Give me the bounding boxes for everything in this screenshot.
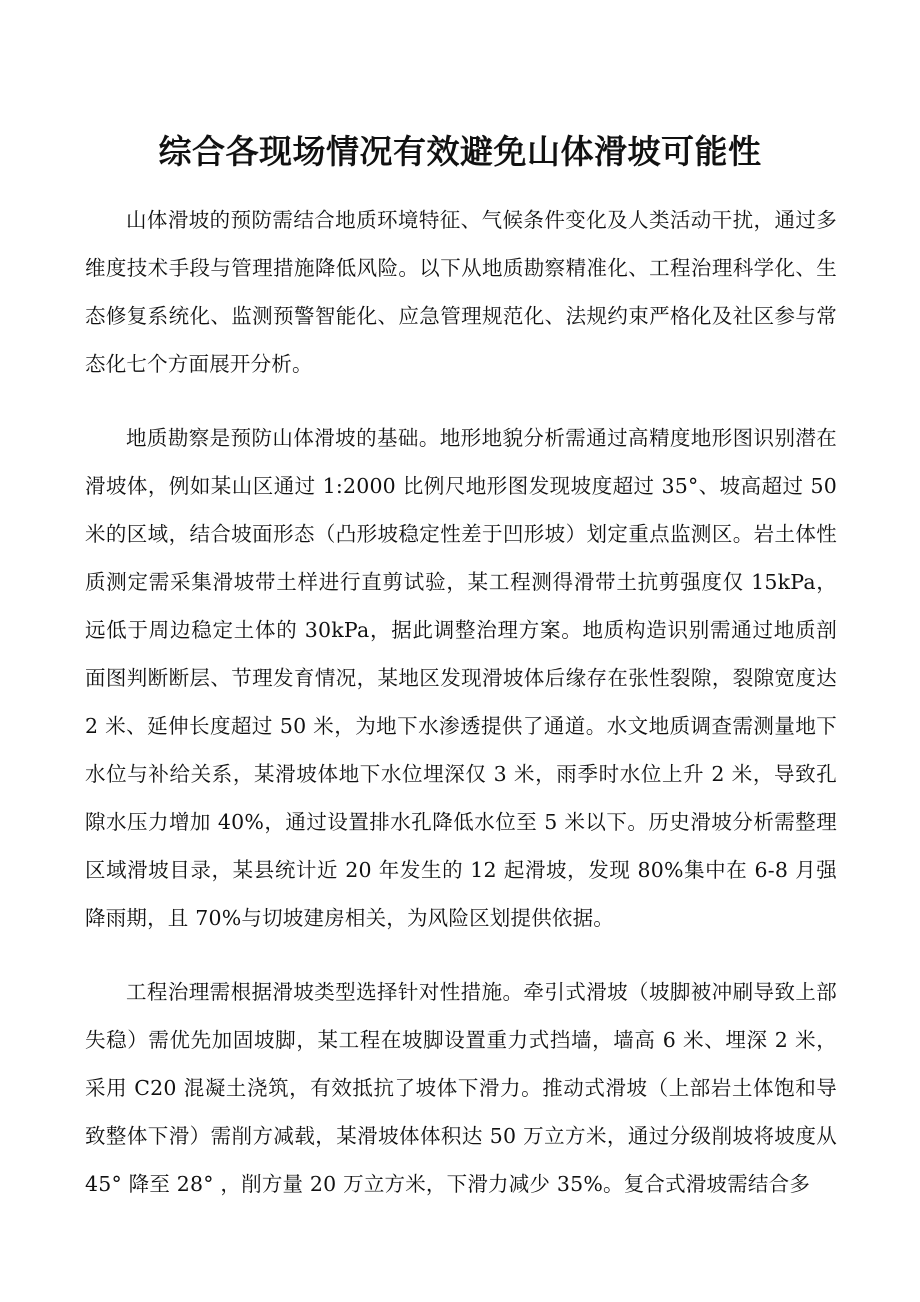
document-title: 综合各现场情况有效避免山体滑坡可能性 [158,132,762,171]
paragraph-intro: 山体滑坡的预防需结合地质环境特征、气候条件变化及人类活动干扰，通过多维度技术手段与管理措施降低风险。以下从地质勘察精准化、工程治理科学化、生态修复系统化、监测预警智能化、应急管理规范化、法规约束严格化及社区参与常态化七个方面展开分析。 [85,208,837,376]
paragraph-engineering-treatment: 工程治理需根据滑坡类型选择针对性措施。牵引式滑坡（坡脚被冲刷导致上部失稳）需优先加固坡脚，某工程在坡脚设置重力式挡墙，墙高 6 米、埋深 2 米，采用 C20 混凝土浇筑，有效抵抗了坡体下滑力。推动式滑坡（上部岩土体饱和导致整体下滑）需削方减载，某滑坡体体积达 50 万立方米，通过分级削坡将坡度从 45° 降至 28° ，削方量 20 万立方米，下滑力减少 35%。复合式滑坡需结合多 [85,980,837,1196]
document-body [85,196,837,1234]
paragraph-geological-survey: 地质勘察是预防山体滑坡的基础。地形地貌分析需通过高精度地形图识别潜在滑坡体，例如某山区通过 1:2000 比例尺地形图发现坡度超过 35°、坡高超过 50 米的区域，结合坡面形态（凸形坡稳定性差于凹形坡）划定重点监测区。岩土体性质测定需采集滑坡带土样进行直剪试验，某工程测得滑带土抗剪强度仅 15kPa，远低于周边稳定土体的 30kPa，据此调整治理方案。地质构造识别需通过地质剖面图判断断层、节理发育情况，某地区发现滑坡体后缘存在张性裂隙，裂隙宽度达 2 米、延伸长度超过 50 米，为地下水渗透提供了通道。水文地质调查需测量地下水位与补给关系，某滑坡体地下水位埋深仅 3 米，雨季时水位上升 2 米，导致孔隙水压力增加 40%，通过设置排水孔降低水位至 5 米以下。历史滑坡分析需整理区域滑坡目录，某县统计近 20 年发生的 12 起滑坡，发现 80%集中在 6-8 月强降雨期，且 70%与切坡建房相关，为风险区划提供依据。 [85,426,837,930]
